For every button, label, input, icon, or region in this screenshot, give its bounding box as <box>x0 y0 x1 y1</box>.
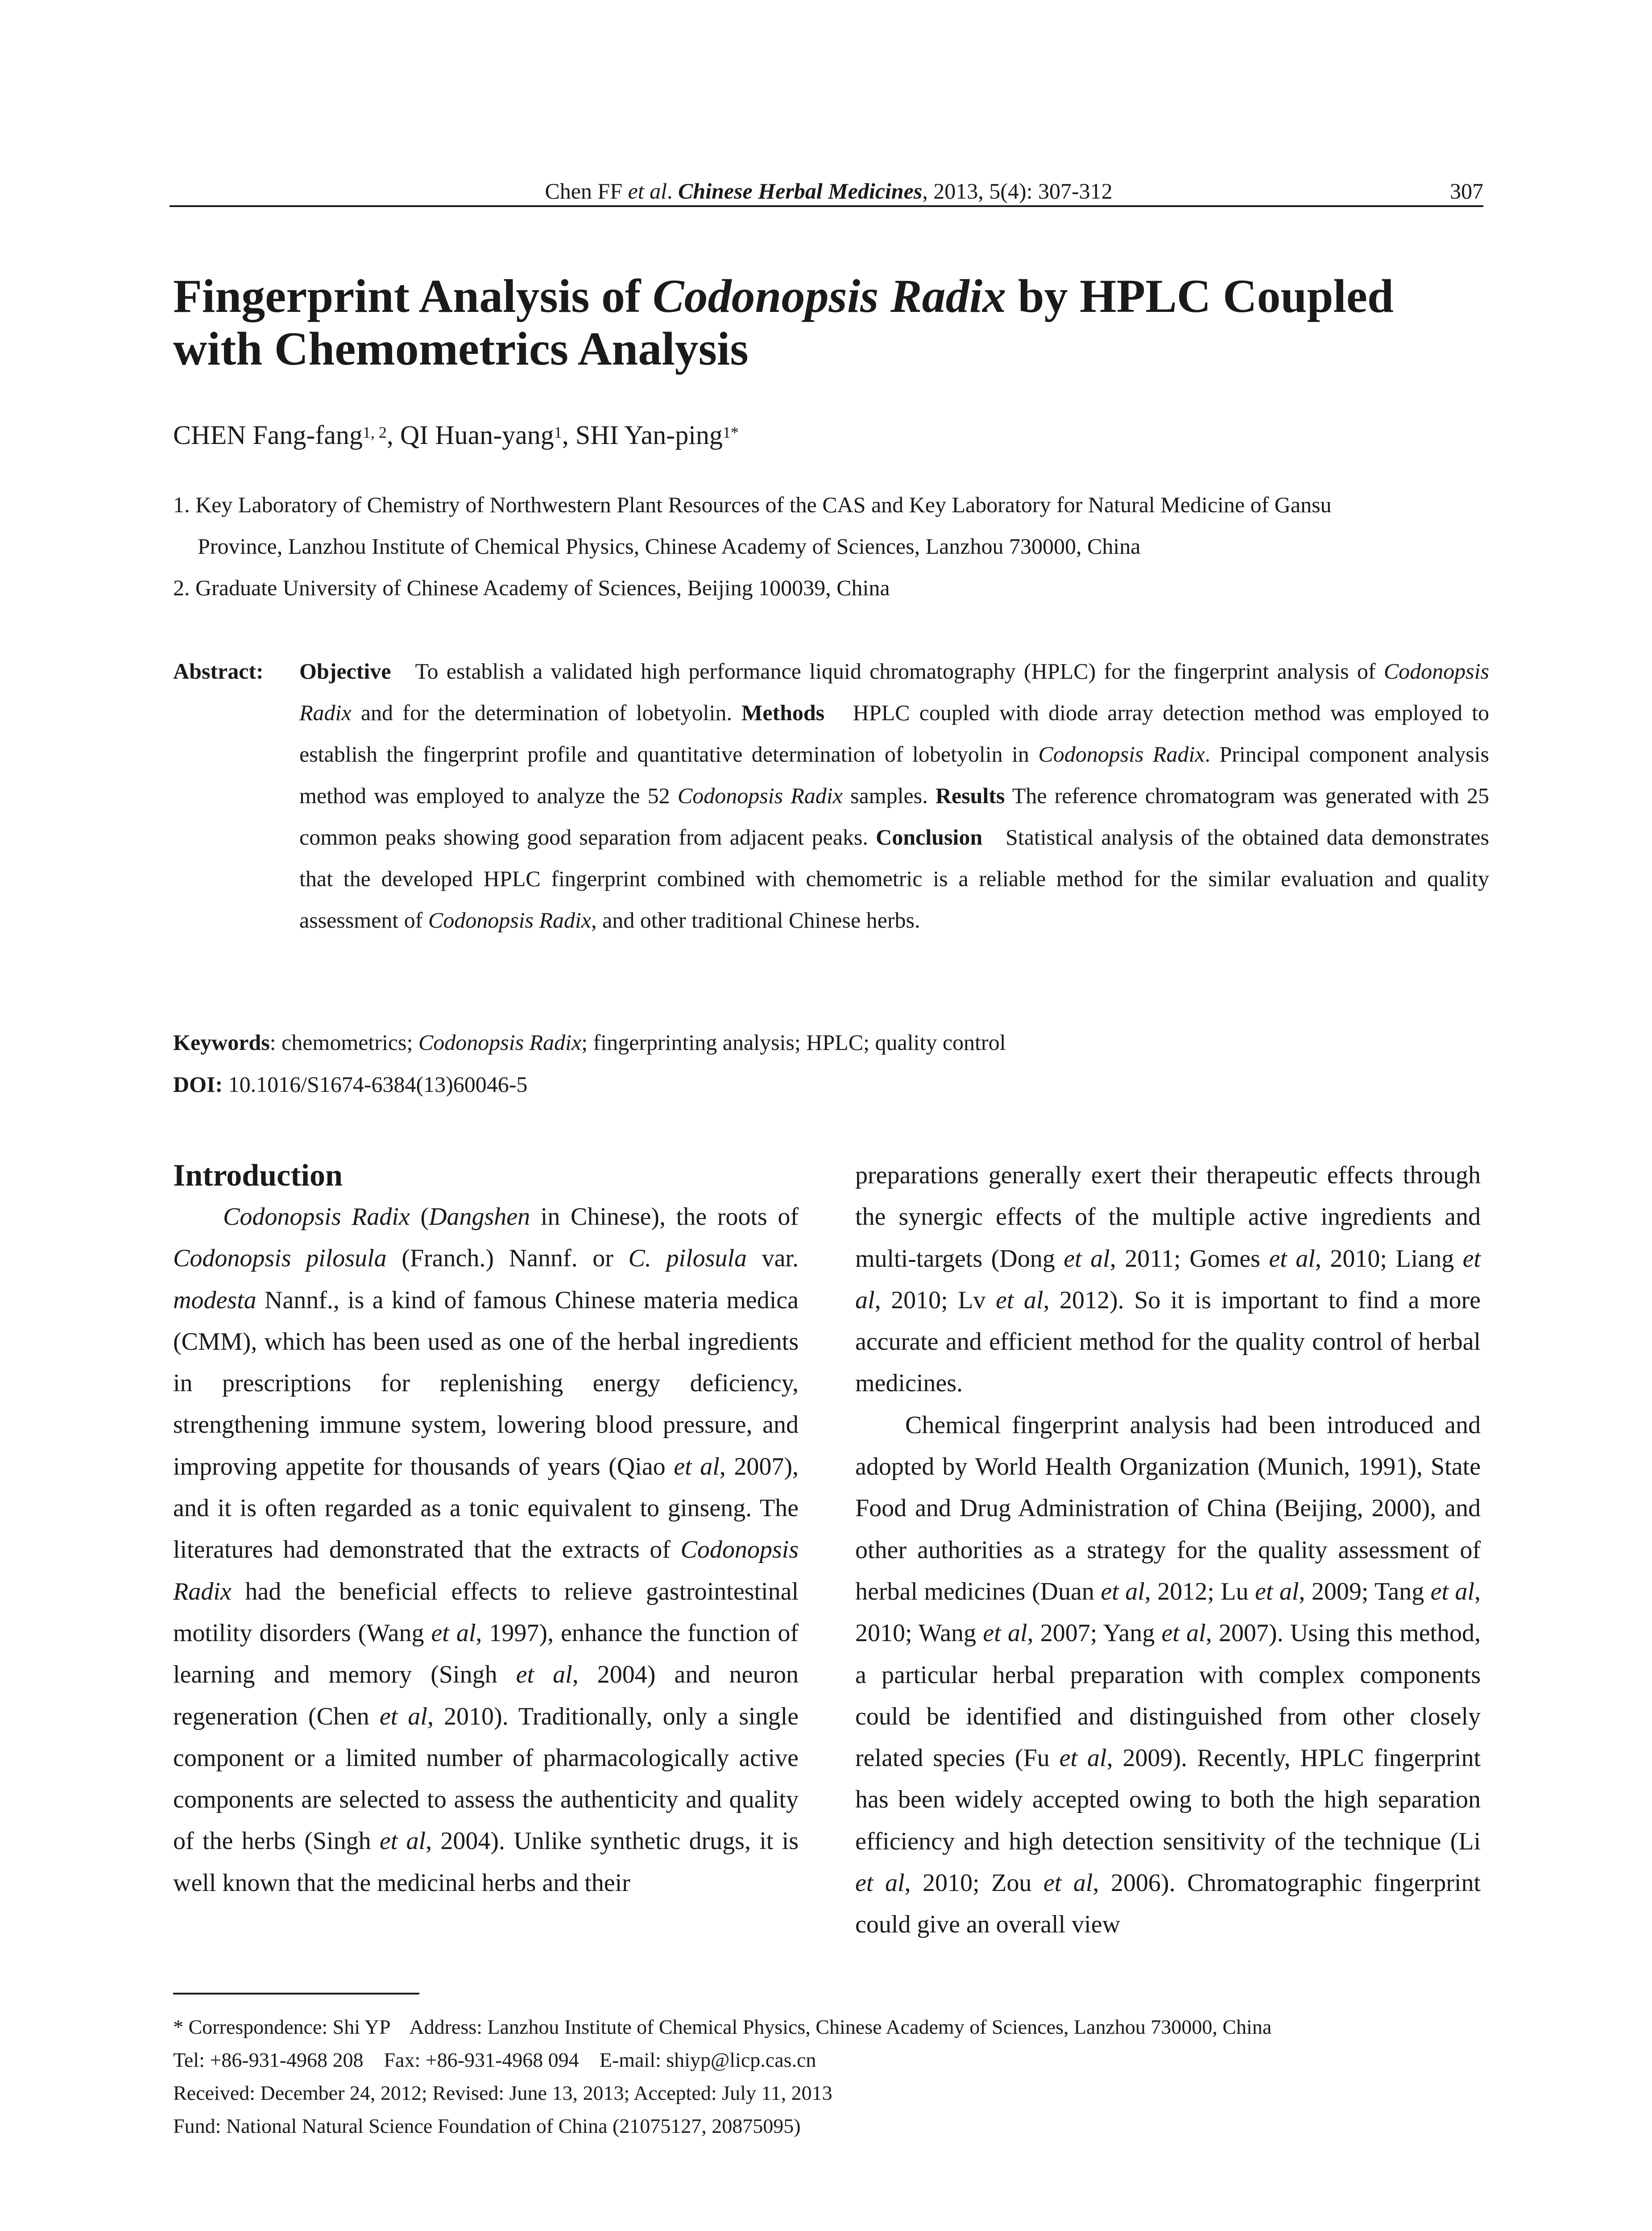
italic-run: C. pilosula <box>628 1244 747 1273</box>
italic-run: Codonopsis Radix <box>223 1203 410 1231</box>
italic-run: Codonopsis Radix <box>173 1536 799 1605</box>
text-run: , 2012). So it is important to find a more accurate and efficient method for the quality control of herbal medicines. <box>855 1286 1481 1397</box>
footnote-fund: Fund: National Natural Science Foundation of China (21075127, 20875095) <box>173 2115 801 2137</box>
author-1-affil: 1, 2 <box>362 423 387 441</box>
text-run: , 2011; Gomes <box>1110 1244 1269 1273</box>
text-run: , 2010; Zou <box>904 1869 1043 1897</box>
italic-run: et al <box>431 1619 476 1647</box>
journal-name: Chinese Herbal Medicines <box>678 178 923 203</box>
text-run: , 1997), enhance the function of learning and memory (Singh <box>173 1619 799 1689</box>
keywords-label: Keywords <box>173 1030 270 1055</box>
abstract-italic: Codonopsis Radix <box>1038 742 1205 767</box>
title-part2: by HPLC Coupled with Chemometrics Analysis <box>173 270 1394 375</box>
italic-run: et al <box>1161 1619 1206 1647</box>
affiliation-2: 2. Graduate University of Chinese Academy of Sciences, Beijing 100039, China <box>173 575 890 600</box>
keywords-line <box>173 1026 1006 1058</box>
affiliation-1-cont: Province, Lanzhou Institute of Chemical Physics, Chinese Academy of Sciences, Lanzhou 730000, China <box>198 534 1141 559</box>
italic-run: et al <box>1269 1244 1315 1273</box>
text-run: , 2010; Liang <box>1315 1244 1463 1273</box>
author-2-affil: 1 <box>554 423 562 441</box>
abstract-text: To establish a validated high performance liquid chromatography (HPLC) for the fingerprint analysis of <box>415 659 1384 684</box>
italic-run: et al <box>995 1286 1043 1314</box>
italic-run: et al <box>983 1619 1027 1647</box>
running-head <box>174 175 1483 207</box>
abstract-text: samples. <box>842 783 936 808</box>
italic-run: Codonopsis pilosula <box>173 1244 387 1273</box>
italic-run: et al <box>855 1869 905 1897</box>
text-run: , 2007), and it is often regarded as a tonic equivalent to ginseng. The literatures had demonstrated that the extracts of <box>173 1452 799 1564</box>
intro-paragraph-1-continued <box>855 1155 1481 1405</box>
title-italic: Codonopsis Radix <box>652 270 1006 322</box>
author-1: CHEN Fang-fang <box>173 420 363 450</box>
right-column <box>855 1155 1481 1946</box>
text-run: in Chinese), the roots of <box>530 1203 799 1231</box>
methods-label: Methods <box>741 700 825 725</box>
text-run: , 2009; Tang <box>1299 1577 1431 1605</box>
intro-paragraph-2 <box>855 1405 1481 1946</box>
footnote-dates: Received: December 24, 2012; Revised: June 13, 2013; Accepted: July 11, 2013 <box>173 2082 832 2104</box>
author-separator: , <box>386 420 400 450</box>
conclusion-label: Conclusion <box>876 825 983 850</box>
text-run: var. <box>746 1244 799 1273</box>
abstract-italic: Codonopsis Radix <box>677 783 843 808</box>
italic-run: et al <box>1255 1577 1299 1605</box>
author-2: QI Huan-yang <box>400 420 554 450</box>
text-run: ( <box>410 1203 429 1231</box>
italic-run: et al <box>1430 1577 1474 1605</box>
abstract-text: . Principal component analysis method was employed to analyze the 52 <box>299 742 1489 808</box>
text-run: , 2010; Wang <box>855 1577 1481 1647</box>
abstract-label: Abstract: <box>173 659 264 684</box>
author-list <box>173 417 739 453</box>
text-run: Nannf., is a kind of famous Chinese materia medica (CMM), which has been used as one of the herbal ingredients in prescriptions for replenishing energy deficiency, strengthening immune system, lowering blood pressure, and improving appetite for thousands of years (Qiao <box>173 1286 799 1480</box>
abstract-text: Statistical analysis of the obtained data demonstrates that the developed HPLC fingerprint combined with chemometric is a reliable method for the similar evaluation and quality assessment of <box>299 825 1490 933</box>
text-run: , 2012; Lu <box>1144 1577 1255 1605</box>
title-part1: Fingerprint Analysis of <box>173 270 653 322</box>
italic-run: et al <box>516 1661 572 1689</box>
running-head-citation <box>174 175 1483 207</box>
keywords-text: ; fingerprinting analysis; HPLC; quality control <box>581 1030 1006 1055</box>
text-run: , 2007; Yang <box>1027 1619 1162 1647</box>
text-run: , 2004). Unlike synthetic drugs, it is well known that the medicinal herbs and their <box>173 1827 799 1897</box>
footnotes <box>173 2011 1489 2143</box>
text-run: , 2007). Using this method, a particular herbal preparation with complex components could be identified and distinguished from other closely related species (Fu <box>855 1619 1481 1772</box>
text-run: , 2009). Recently, HPLC fingerprint has been widely accepted owing to both the high separation efficiency and high detection sensitivity of the technique (Li <box>855 1744 1481 1855</box>
citation-dot: . <box>667 178 679 203</box>
doi-line <box>173 1068 527 1100</box>
author-3-affil: 1* <box>722 423 739 441</box>
keywords-italic: Codonopsis Radix <box>418 1030 582 1055</box>
doi-value[interactable]: 10.1016/S1674-6384(13)60046-5 <box>223 1072 528 1097</box>
italic-run: et al <box>1101 1577 1145 1605</box>
article-title <box>173 270 1489 375</box>
results-label: Results <box>935 783 1005 808</box>
italic-run: et al <box>855 1244 1481 1314</box>
abstract-italic: Codonopsis Radix <box>428 908 592 933</box>
intro-paragraph-1 <box>173 1196 799 1904</box>
author-separator: , <box>562 420 576 450</box>
keywords-text: : chemometrics; <box>269 1030 418 1055</box>
objective-label: Objective <box>299 659 391 684</box>
text-run: , 2010). Traditionally, only a single component or a limited number of pharmacologically active components are selected to assess the authenticity and quality of the herbs (Singh <box>173 1702 799 1855</box>
affiliation-1: 1. Key Laboratory of Chemistry of Northwestern Plant Resources of the CAS and Key Laboratory for Natural Medicine of Gansu <box>173 492 1332 517</box>
text-run: , 2006). Chromatographic fingerprint could give an overall view <box>855 1869 1481 1939</box>
abstract-text: and for the determination of lobetyolin. <box>351 700 742 725</box>
italic-run: Dangshen <box>429 1203 530 1231</box>
italic-run: et al <box>674 1452 720 1480</box>
text-run: preparations generally exert their therapeutic effects through the synergic effects of the multiple active ingredients and multi-targets (Dong <box>855 1161 1481 1273</box>
italic-run: et al <box>379 1702 427 1730</box>
abstract-body <box>299 651 1489 941</box>
text-run: had the beneficial effects to relieve gastrointestinal motility disorders (Wang <box>173 1577 799 1647</box>
text-run: , 2010; Lv <box>874 1286 996 1314</box>
citation-volume: , 2013, 5(4): 307-312 <box>922 178 1113 203</box>
footnote-correspondence: * Correspondence: Shi YP Address: Lanzhou Institute of Chemical Physics, Chinese Academy of Sciences, Lanzhou 730000, China <box>173 2015 1272 2038</box>
abstract-italic: Codonopsis Radix <box>299 659 1489 725</box>
italic-run: et al <box>1059 1744 1107 1772</box>
abstract-text: The reference chromatogram was generated with 25 common peaks showing good separation from adjacent peaks. <box>299 783 1489 850</box>
doi-label: DOI: <box>173 1072 223 1097</box>
author-3: SHI Yan-ping <box>575 420 723 450</box>
abstract-text: HPLC coupled with diode array detection method was employed to establish the fingerprint profile and quantitative determination of lobetyolin in <box>299 700 1490 767</box>
citation-authors: Chen FF <box>545 178 628 203</box>
header-rule <box>170 205 1483 207</box>
text-run: Chemical fingerprint analysis had been introduced and adopted by World Health Organization (Munich, 1991), State Food and Drug Administration of China (Beijing, 2000), and other authorities as a strategy for the quality assessment of herbal medicines (Duan <box>855 1411 1481 1605</box>
footnote-rule <box>173 1993 419 1995</box>
italic-run: et al <box>1064 1244 1110 1273</box>
italic-run: et al <box>1043 1869 1093 1897</box>
page-number: 307 <box>1450 178 1483 203</box>
text-run: (Franch.) Nannf. or <box>386 1244 629 1273</box>
text-run: , 2004) and neuron regeneration (Chen <box>173 1661 799 1730</box>
footnote-contact: Tel: +86-931-4968 208 Fax: +86-931-4968 094 E-mail: shiyp@licp.cas.cn <box>173 2049 816 2071</box>
italic-run: modesta <box>173 1286 257 1314</box>
abstract-text: , and other traditional Chinese herbs. <box>591 908 920 933</box>
citation-etal: et al <box>628 178 667 203</box>
italic-run: et al <box>379 1827 426 1855</box>
section-heading-introduction: Introduction <box>173 1158 343 1193</box>
left-column <box>173 1155 799 1904</box>
